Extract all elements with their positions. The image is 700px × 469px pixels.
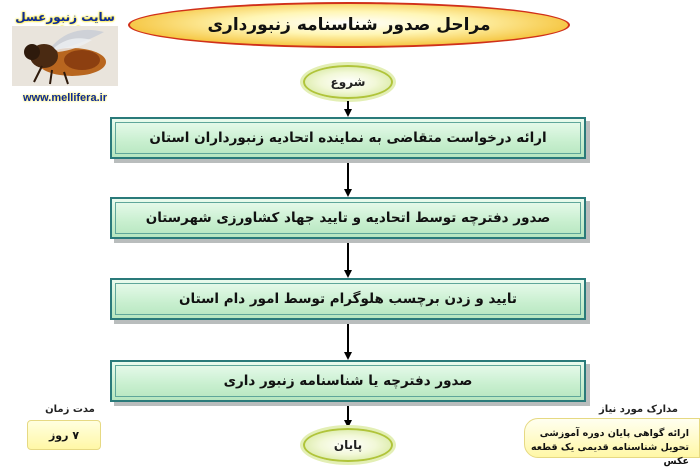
step-box-4: صدور دفترچه یا شناسنامه زنبور داری (110, 360, 586, 402)
logo-site-name: سایت زنبورعسل (15, 10, 115, 24)
logo-url: www.mellifera.ir (23, 92, 107, 104)
required-documents-label: مدارک مورد نیاز (598, 404, 678, 415)
site-logo (6, 6, 124, 106)
document-item-2: تحویل شناسنامه قدیمی یک قطعه عکس (530, 442, 689, 467)
step-box-3: تایید و زدن برچسب هلوگرام توسط امور دام استان (110, 278, 586, 320)
arrow-step1-to-step2 (344, 161, 352, 197)
bee-icon (12, 26, 118, 86)
step-box-2: صدور دفترچه توسط اتحادیه و تایید جهاد کشاورزی شهرستان (110, 197, 586, 239)
arrow-step3-to-step4 (344, 322, 352, 360)
arrow-start-to-step1 (344, 101, 352, 117)
arrow-step2-to-step3 (344, 241, 352, 278)
arrow-step4-to-end (344, 404, 352, 428)
required-documents-box (524, 418, 700, 467)
diagram-title: مراحل صدور شناسنامه زنبورداری (128, 2, 570, 48)
start-node: شروع (303, 65, 393, 99)
end-node: پایان (303, 428, 393, 462)
step-box-1: ارائه درخواست متقاضی به نماینده اتحادیه زنبورداران استان (110, 117, 586, 159)
document-item-1: ارائه گواهی پایان دوره آموزشی (539, 428, 689, 439)
duration-label: مدت زمان (45, 404, 95, 415)
duration-value: ۷ روز (27, 420, 101, 450)
